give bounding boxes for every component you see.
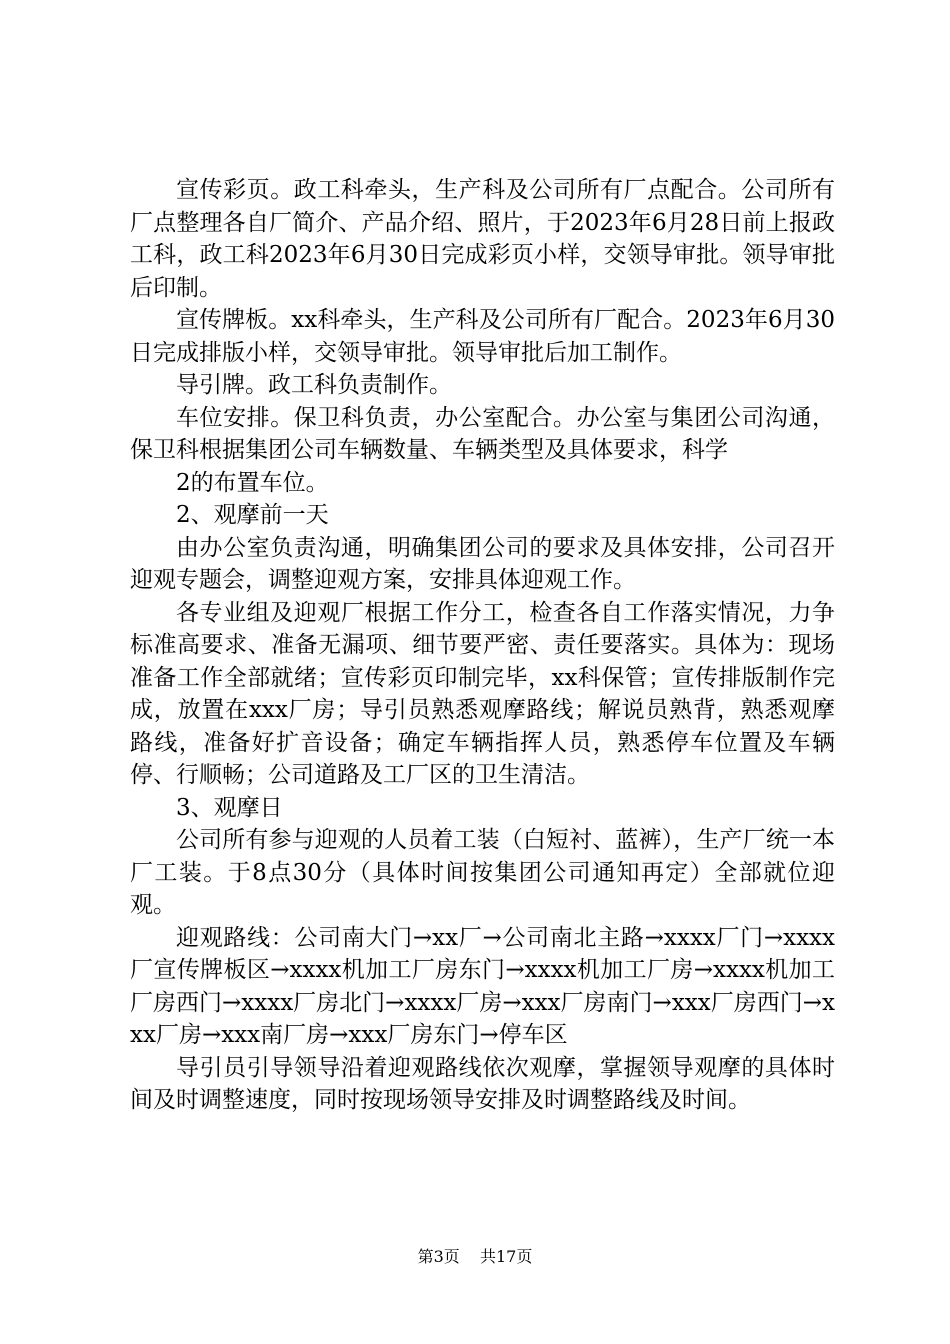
paragraph-route: 迎观路线：公司南大门→xx厂→公司南北主路→xxxx厂门→xxxx厂宣传牌板区→xxxx机加工厂房东门→xxxx机加工厂房→xxxx机加工厂房西门→xxxx厂房北门→xxxx厂房→xxx厂房南门→xxx厂房西门→xxx厂房→xxx南厂房→xxx厂房东门→停车区 [130, 924, 835, 1048]
document-body [130, 174, 835, 1117]
heading-visit-day: 3、观摩日 [176, 794, 283, 821]
page-total: 共17页 [480, 1247, 533, 1266]
paragraph-guide: 导引员引导领导沿着迎观路线依次观摩，掌握领导观摩的具体时间及时调整速度，同时按现场领导安排及时调整路线及时间。 [130, 1054, 835, 1113]
paragraph-guide-sign: 导引牌。政工科负责制作。 [176, 372, 452, 398]
paragraph-communication: 由办公室负责沟通，明确集团公司的要求及具体安排，公司召开迎观专题会，调整迎观方案，安排具体迎观工作。 [130, 534, 835, 593]
paragraph-brochure: 宣传彩页。政工科牵头，生产科及公司所有厂点配合。公司所有厂点整理各自厂简介、产品介绍、照片，于2023年6月28日前上报政工科，政工科2023年6月30日完成彩页小样，交领导审批。领导审批后印制。 [130, 177, 835, 301]
heading-day-before: 2、观摩前一天 [176, 502, 329, 528]
paragraph-parking: 车位安排。保卫科负责，办公室配合。办公室与集团公司沟通，保卫科根据集团公司车辆数量、车辆类型及具体要求，科学 [130, 404, 835, 463]
paragraph-display-board: 宣传牌板。xx科牵头，生产科及公司所有厂配合。2023年6月30日完成排版小样，交领导审批。领导审批后加工制作。 [130, 307, 835, 366]
paragraph-inspection: 各专业组及迎观厂根据工作分工，检查各自工作落实情况，力争标准高要求、准备无漏项、细节要严密、责任要落实。具体为：现场准备工作全部就绪；宣传彩页印制完毕，xx科保管；宣传排版制作完成，放置在xxx厂房；导引员熟悉观摩路线；解说员熟背，熟悉观摩路线，准备好扩音设备；确定车辆指挥人员，熟悉停车位置及车辆停、行顺畅；公司道路及工厂区的卫生清洁。 [130, 599, 835, 788]
paragraph-dress-code: 公司所有参与迎观的人员着工装（白短衬、蓝裤），生产厂统一本厂工装。于8点30分（具体时间按集团公司通知再定）全部就位迎观。 [130, 827, 835, 918]
page-footer [0, 1244, 950, 1267]
paragraph-parking-cont: 2的布置车位。 [176, 469, 329, 496]
page-number: 第3页 [417, 1247, 460, 1266]
